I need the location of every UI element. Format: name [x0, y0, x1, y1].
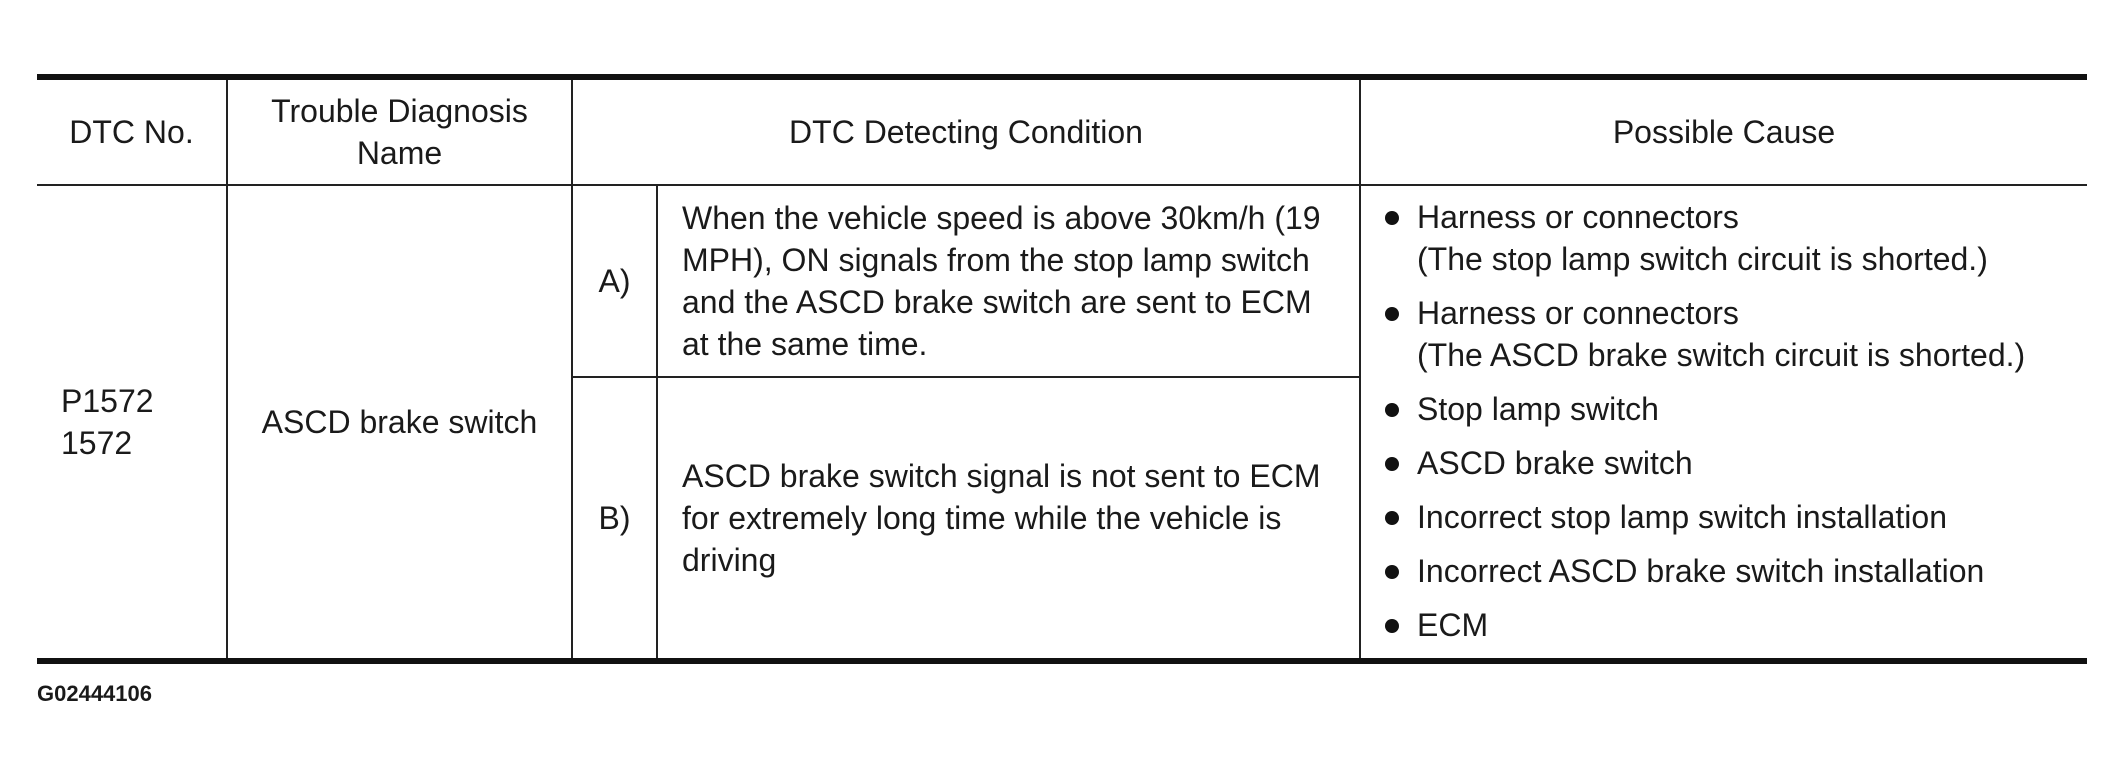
list-item — [1385, 496, 2087, 538]
header-detecting-condition: DTC Detecting Condition — [572, 77, 1360, 185]
dtc-code-cell — [37, 185, 227, 661]
condition-label-b: B) — [572, 377, 657, 661]
bullet-icon — [1385, 457, 1399, 471]
header-possible-cause: Possible Cause — [1360, 77, 2087, 185]
condition-text-b: ASCD brake switch signal is not sent to ECM for extremely long time while the vehicle is driving — [657, 377, 1360, 661]
cause-main: ASCD brake switch — [1417, 445, 1693, 481]
bullet-icon — [1385, 565, 1399, 579]
figure-id: G02444106 — [37, 681, 152, 706]
bullet-icon — [1385, 511, 1399, 525]
list-item — [1385, 196, 2087, 280]
cause-main: ECM — [1417, 607, 1489, 643]
cause-main: Incorrect ASCD brake switch installation — [1417, 553, 1985, 589]
cause-main: Harness or connectors — [1417, 295, 1739, 331]
header-diagnosis-name — [227, 77, 572, 185]
list-item — [1385, 604, 2087, 646]
bullet-icon — [1385, 403, 1399, 417]
bullet-icon — [1385, 619, 1399, 633]
header-diagnosis-name-line1: Trouble Diagnosis — [271, 93, 528, 129]
header-row — [37, 77, 2087, 185]
cause-detail: (The ASCD brake switch circuit is shorted.) — [1417, 337, 2026, 373]
bullet-icon — [1385, 211, 1399, 225]
diagnosis-name-cell: ASCD brake switch — [227, 185, 572, 661]
list-item — [1385, 292, 2087, 376]
header-dtc-no: DTC No. — [37, 77, 227, 185]
list-item — [1385, 550, 2087, 592]
table-row — [37, 185, 2087, 377]
list-item — [1385, 388, 2087, 430]
dtc-code-secondary: 1572 — [61, 425, 133, 461]
header-diagnosis-name-line2: Name — [356, 135, 443, 171]
condition-text-a: When the vehicle speed is above 30km/h (19 MPH), ON signals from the stop lamp switch and the ASCD brake switch are sent to ECM at the same time. — [657, 185, 1360, 377]
bullet-icon — [1385, 307, 1399, 321]
dtc-table — [37, 74, 2087, 664]
list-item — [1385, 442, 2087, 484]
cause-main: Harness or connectors — [1417, 199, 1739, 235]
possible-cause-cell — [1360, 185, 2087, 661]
dtc-code-primary: P1572 — [61, 383, 154, 419]
cause-main: Stop lamp switch — [1417, 391, 1659, 427]
condition-label-a: A) — [572, 185, 657, 377]
cause-main: Incorrect stop lamp switch installation — [1417, 499, 1947, 535]
cause-list — [1385, 196, 2087, 646]
cause-detail: (The stop lamp switch circuit is shorted.) — [1417, 241, 1988, 277]
